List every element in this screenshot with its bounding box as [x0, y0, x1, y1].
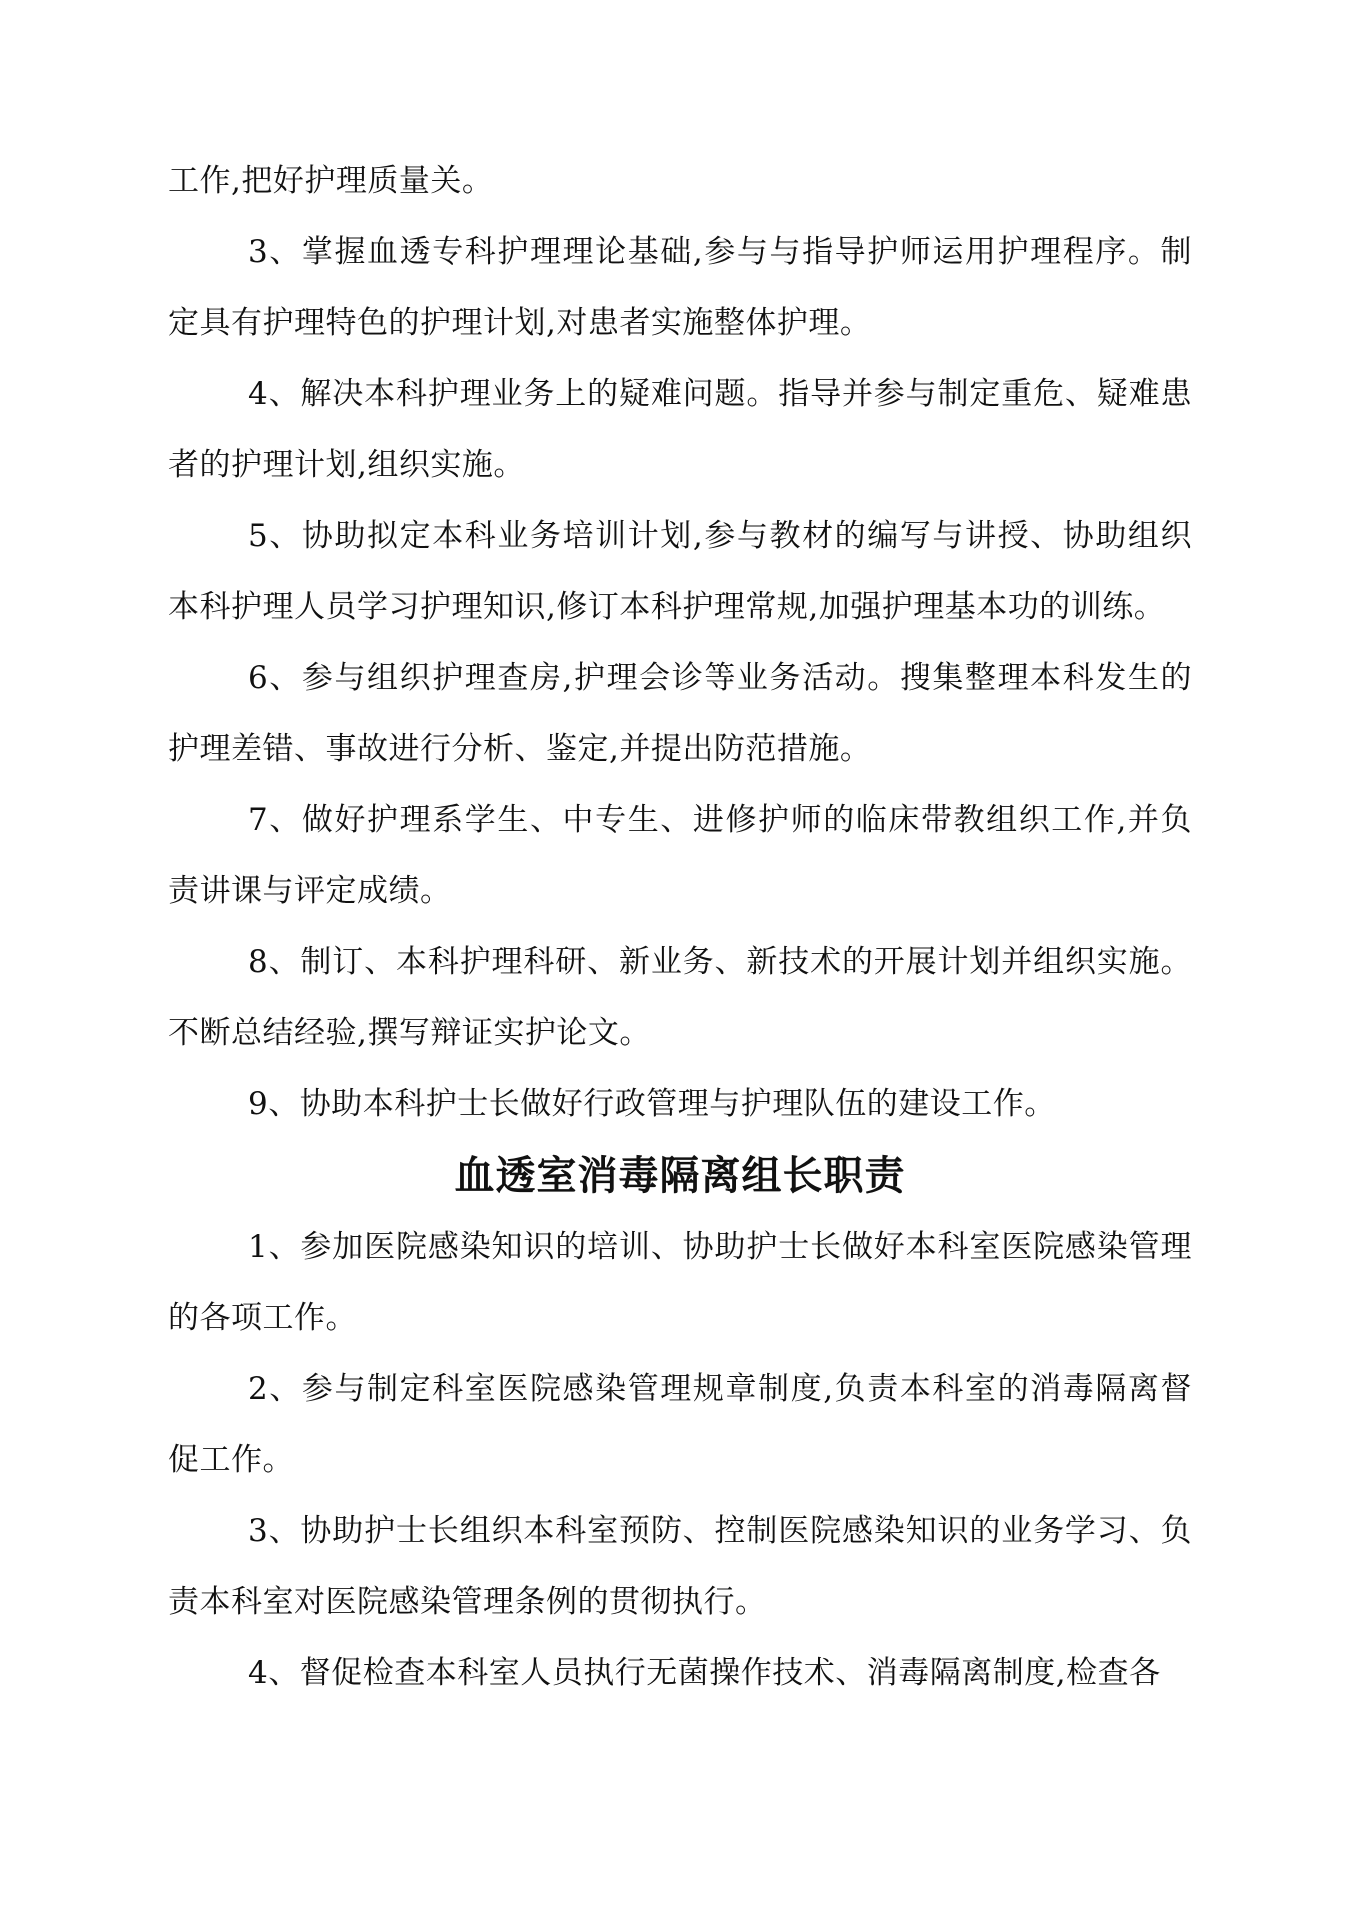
paragraph-item-4: 4、解决本科护理业务上的疑难问题。指导并参与制定重危、疑难患者的护理计划,组织实施。 — [168, 376, 1192, 483]
document-body — [168, 146, 1192, 1709]
paragraph-item-5: 5、协助拟定本科业务培训计划,参与教材的编写与讲授、协助组织本科护理人员学习护理知识,修订本科护理常规,加强护理基本功的训练。 — [168, 518, 1192, 625]
section2-paragraph-item-3: 3、协助护士长组织本科室预防、控制医院感染知识的业务学习、负责本科室对医院感染管理条例的贯彻执行。 — [168, 1513, 1192, 1620]
paragraph-item-3: 3、掌握血透专科护理理论基础,参与与指导护师运用护理程序。制定具有护理特色的护理计划,对患者实施整体护理。 — [168, 234, 1192, 341]
paragraph-item-6: 6、参与组织护理查房,护理会诊等业务活动。搜集整理本科发生的护理差错、事故进行分析、鉴定,并提出防范措施。 — [168, 660, 1192, 767]
section2-paragraph-item-4: 4、督促检查本科室人员执行无菌操作技术、消毒隔离制度,检查各 — [248, 1655, 1161, 1691]
section-title: 血透室消毒隔离组长职责 — [454, 1153, 906, 1199]
paragraph-item-9: 9、协助本科护士长做好行政管理与护理队伍的建设工作。 — [248, 1086, 1056, 1122]
section2-paragraph-item-2: 2、参与制定科室医院感染管理规章制度,负责本科室的消毒隔离督促工作。 — [168, 1371, 1192, 1478]
paragraph-item-7: 7、做好护理系学生、中专生、进修护师的临床带教组织工作,并负责讲课与评定成绩。 — [168, 802, 1192, 909]
paragraph-item-8: 8、制订、本科护理科研、新业务、新技术的开展计划并组织实施。不断总结经验,撰写辩证实护论文。 — [168, 944, 1192, 1051]
paragraph-continuation: 工作,把好护理质量关。 — [168, 163, 494, 199]
section2-paragraph-item-1: 1、参加医院感染知识的培训、协助护士长做好本科室医院感染管理的各项工作。 — [168, 1229, 1192, 1336]
